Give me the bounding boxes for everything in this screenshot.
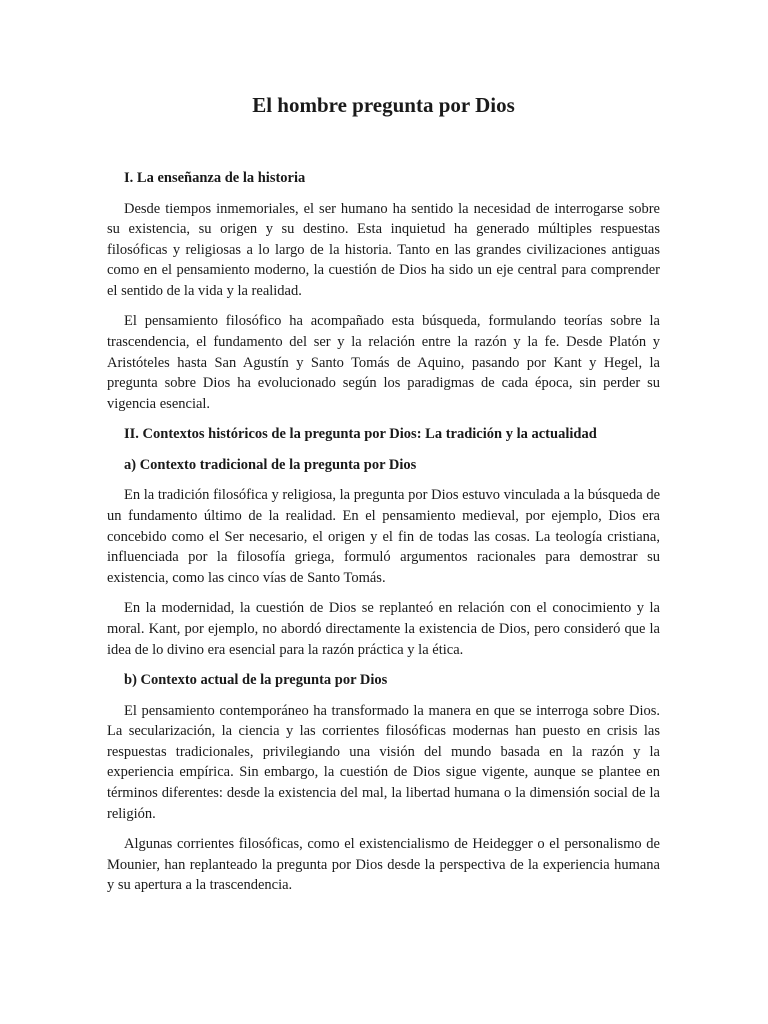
paragraph: En la modernidad, la cuestión de Dios se replanteó en relación con el conocimiento y la moral. Kant, por ejemplo, no abordó directamente la existencia de Dios, pero consideró que la idea de lo divino era esencial para la razón práctica y la ética. xyxy=(107,600,660,658)
paragraph: Desde tiempos inmemoriales, el ser humano ha sentido la necesidad de interrogarse sobre su existencia, su origen y su destino. Esta inquietud ha generado múltiples respuestas filosóficas y religiosas a lo largo de la historia. Tanto en las grandes civilizaciones antiguas como en el pensamiento moderno, la cuestión de Dios ha sido un eje central para comprender el sentido de la vida y la realidad. xyxy=(107,200,660,299)
document-title: El hombre pregunta por Dios xyxy=(252,93,515,117)
paragraph: El pensamiento contemporáneo ha transformado la manera en que se interroga sobre Dios. La secularización, la ciencia y las corrientes filosóficas modernas han puesto en crisis las respuestas tradicionales, privilegiando una visión del mundo basada en la razón y la experiencia empírica. Sin embargo, la cuestión de Dios sigue vigente, aunque se plantee en términos diferentes: desde la existencia del mal, la libertad humana o la dimensión social de la religión. xyxy=(107,702,660,822)
subsection-heading-actual: b) Contexto actual de la pregunta por Dios xyxy=(124,672,388,689)
paragraph: En la tradición filosófica y religiosa, la pregunta por Dios estuvo vinculada a la búsqueda de un fundamento último de la realidad. En el pensamiento medieval, por ejemplo, Dios era concebido como el Ser necesario, el origen y el fin de todas las cosas. La teología cristiana, influenciada por la filosofía griega, formuló argumentos racionales para demostrar su existencia, como las cinco vías de Santo Tomás. xyxy=(107,487,660,586)
paragraph: El pensamiento filosófico ha acompañado esta búsqueda, formulando teorías sobre la trascendencia, el fundamento del ser y la relación entre la razón y la fe. Desde Platón y Aristóteles hasta San Agustín y Santo Tomás de Aquino, pasando por Kant y Hegel, la pregunta sobre Dios ha evolucionado según los paradigmas de cada época, sin perder su vigencia esencial. xyxy=(107,313,660,412)
paragraph: Algunas corrientes filosóficas, como el existencialismo de Heidegger o el personalismo de Mounier, han replanteado la pregunta por Dios desde la perspectiva de la experiencia humana y su apertura a la trascendencia. xyxy=(107,836,660,894)
section-heading-historia: I. La enseñanza de la historia xyxy=(124,170,306,186)
section-heading-contextos: II. Contextos históricos de la pregunta por Dios: La tradición y la actualidad xyxy=(124,426,597,443)
subsection-heading-tradicional: a) Contexto tradicional de la pregunta por Dios xyxy=(124,456,417,473)
document-page xyxy=(107,90,660,906)
